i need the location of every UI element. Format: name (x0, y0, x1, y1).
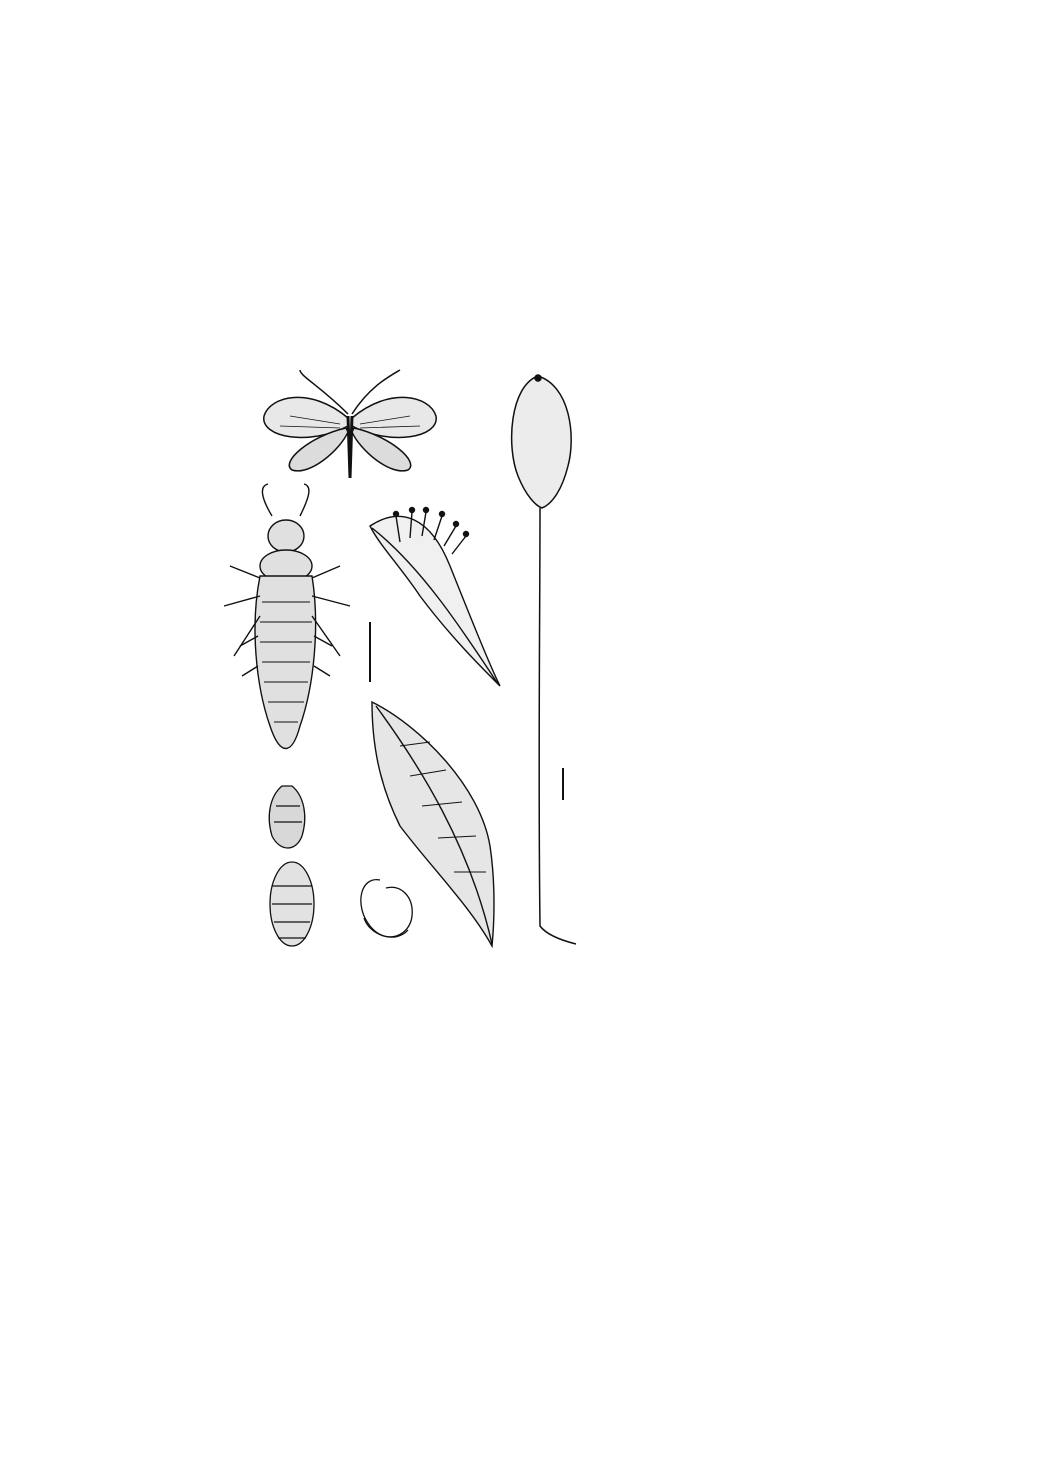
cocoon-drawing (269, 786, 305, 848)
pupa-drawing (270, 862, 412, 946)
figure-chrysopa (200, 366, 592, 978)
single-egg-drawing (512, 375, 576, 944)
leaf-drawing (372, 702, 494, 946)
figure-illustration (200, 366, 592, 978)
leaf-with-eggs-drawing (370, 508, 500, 687)
larva-drawing (224, 484, 350, 749)
adult-lacewing-drawing (264, 370, 436, 478)
